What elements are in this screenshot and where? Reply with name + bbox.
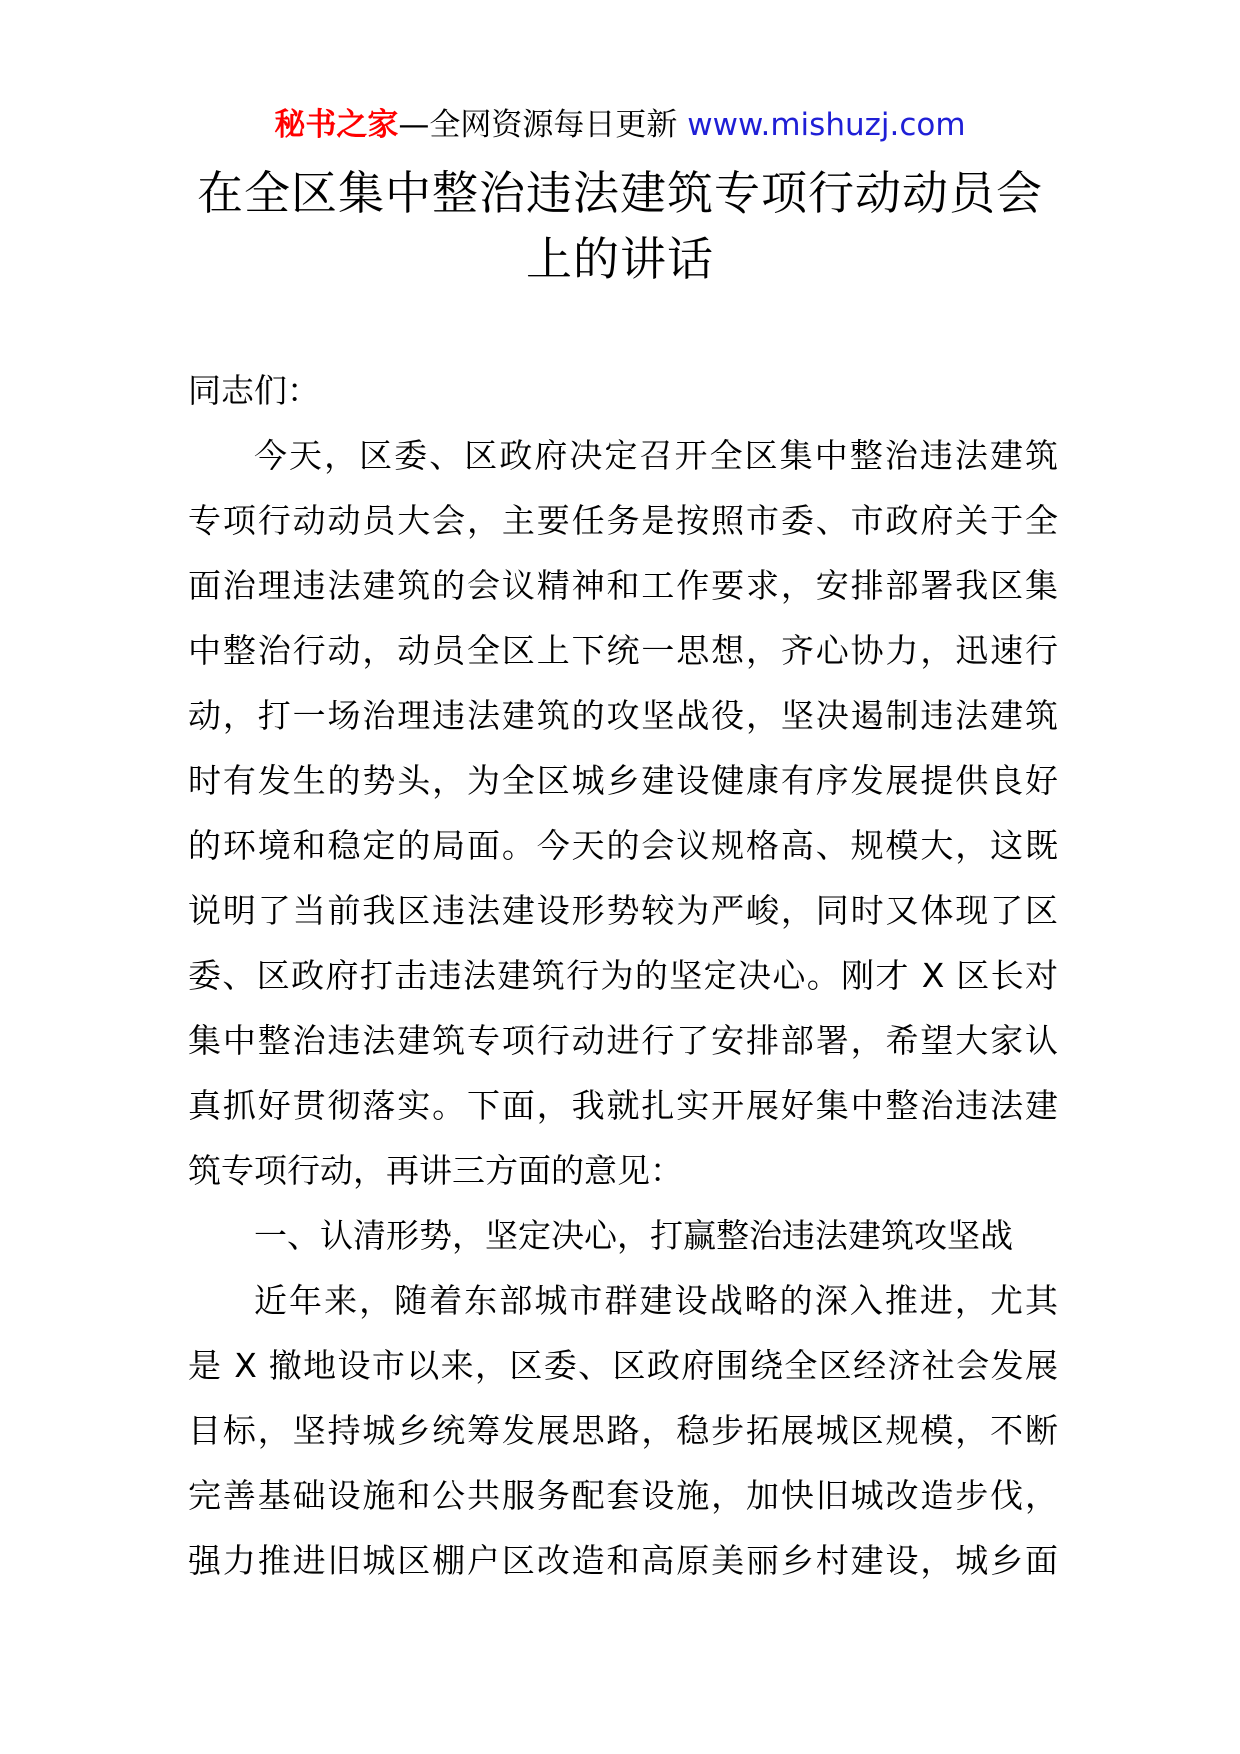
body-line: 时有发生的势头，为全区城乡建设健康有序发展提供良好 [188,761,1058,800]
body-line: 集中整治违法建筑专项行动进行了安排部署，希望大家认 [188,1021,1058,1060]
banner-slogan: —全网资源每日更新 [398,107,678,143]
site-banner [0,103,1240,147]
body-line: 筑专项行动，再讲三方面的意见： [188,1151,683,1190]
body-line: 近年来，随着东部城市群建设战略的深入推进，尤其 [254,1281,1058,1320]
body-line: 面治理违法建筑的会议精神和工作要求，安排部署我区集 [188,566,1058,605]
banner-brand: 秘书之家 [274,107,399,143]
body-line: 是 X 撤地设市以来，区委、区政府围绕全区经济社会发展 [188,1346,1058,1385]
salutation: 同志们： [188,371,320,410]
body-line: 的环境和稳定的局面。今天的会议规格高、规模大，这既 [188,826,1058,865]
title-line-1: 在全区集中整治违法建筑专项行动动员会 [197,166,1043,220]
document-title [140,160,1100,292]
section-heading: 一、认清形势，坚定决心，打赢整治违法建筑攻坚战 [254,1216,1013,1255]
body-line: 动，打一场治理违法建筑的攻坚战役，坚决遏制违法建筑 [188,696,1058,735]
body-line: 专项行动动员大会，主要任务是按照市委、市政府关于全 [188,501,1058,540]
body-line: 完善基础设施和公共服务配套设施，加快旧城改造步伐， [188,1476,1058,1515]
body-line: 今天，区委、区政府决定召开全区集中整治违法建筑 [254,436,1058,475]
document-body [188,358,1058,1593]
body-line: 目标，坚持城乡统筹发展思路，稳步拓展城区规模，不断 [188,1411,1058,1450]
body-line: 委、区政府打击违法建筑行为的坚定决心。刚才 X 区长对 [188,956,1058,995]
body-line: 说明了当前我区违法建设形势较为严峻，同时又体现了区 [188,891,1058,930]
title-line-2: 上的讲话 [526,232,714,286]
body-line: 强力推进旧城区棚户区改造和高原美丽乡村建设，城乡面 [188,1541,1058,1580]
banner-url-link[interactable]: www.mishuzj.com [687,107,966,143]
body-line: 真抓好贯彻落实。下面，我就扎实开展好集中整治违法建 [188,1086,1058,1125]
body-line: 中整治行动，动员全区上下统一思想，齐心协力，迅速行 [188,631,1058,670]
